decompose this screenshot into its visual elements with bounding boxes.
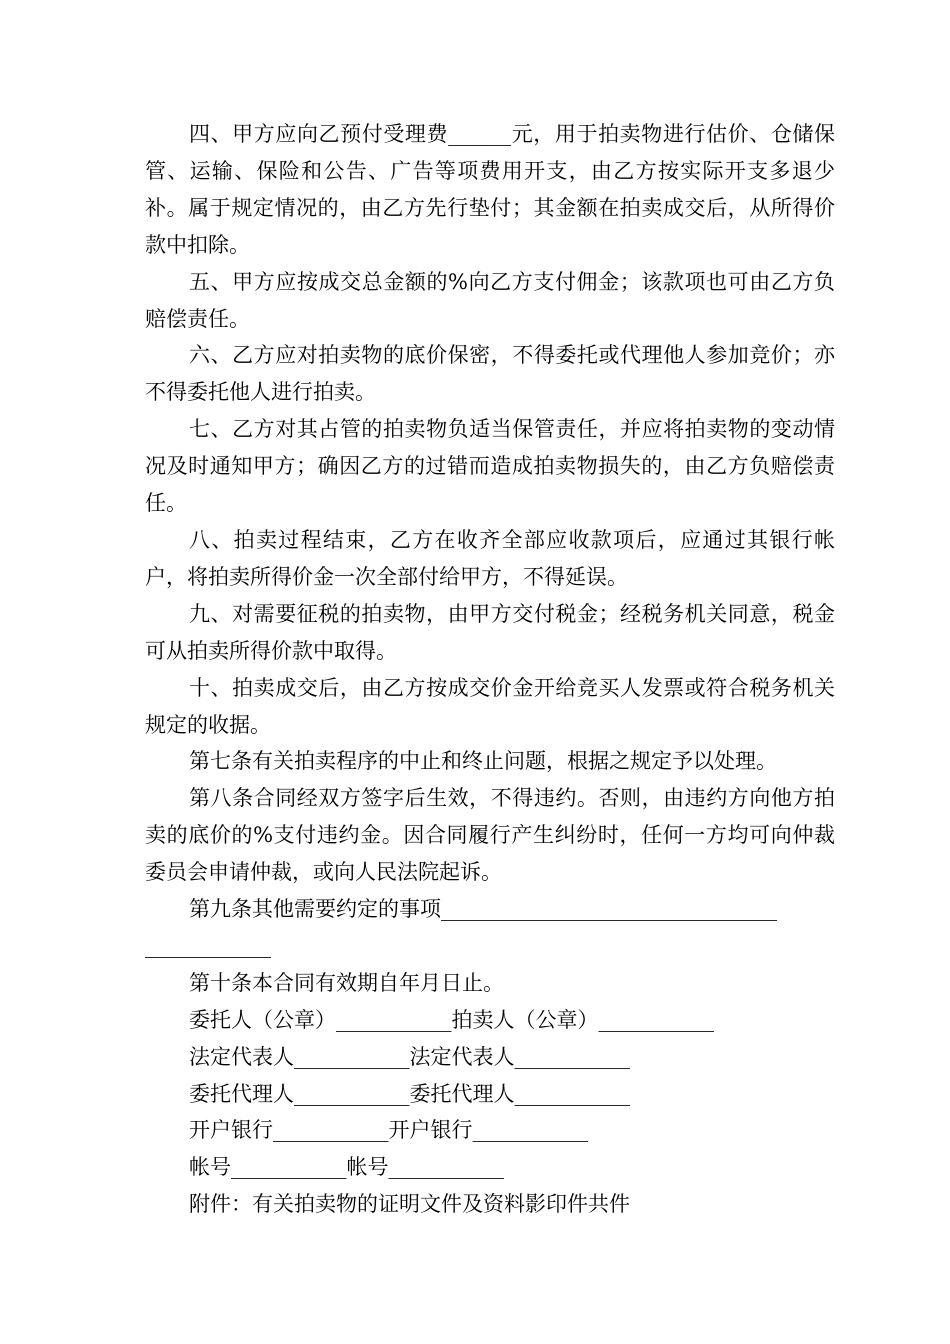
article-9-blank-continuation: ____________ xyxy=(145,933,271,958)
clause-10: 十、拍卖成交后，由乙方按成交价金开给竞买人发票或符合税务机关规定的收据。 xyxy=(145,675,835,737)
signature-bank: 开户银行___________开户银行___________ xyxy=(189,1118,588,1143)
clause-9: 九、对需要征税的拍卖物，由甲方交付税金；经税务机关同意，税金可从拍卖所得价款中取得。 xyxy=(145,601,835,663)
signature-principal-auctioneer: 委托人（公章）___________拍卖人（公章）___________ xyxy=(189,1007,714,1032)
clause-8: 八、拍卖过程结束，乙方在收齐全部应收款项后，应通过其银行帐户，将拍卖所得价金一次全部付给甲方，不得延误。 xyxy=(145,527,835,589)
article-7: 第七条有关拍卖程序的中止和终止问题，根据之规定予以处理。 xyxy=(189,749,777,774)
clause-5: 五、甲方应按成交总金额的%向乙方支付佣金；该款项也可由乙方负赔偿责任。 xyxy=(145,269,835,331)
clause-4: 四、甲方应向乙预付受理费______元，用于拍卖物进行估价、仓储保管、运输、保险和公告、广告等项费用开支，由乙方按实际开支多退少补。属于规定情况的，由乙方先行垫付；其金额在拍卖成交后，从所得价款中扣除。 xyxy=(145,122,835,257)
article-8: 第八条合同经双方签字后生效，不得违约。否则，由违约方向他方拍卖的底价的%支付违约金。因合同履行产生纠纷时，任何一方均可向仲裁委员会申请仲裁，或向人民法院起诉。 xyxy=(145,786,835,885)
article-9: 第九条其他需要约定的事项________________________________ xyxy=(189,897,777,922)
signature-legal-representative: 法定代表人___________法定代表人___________ xyxy=(189,1044,630,1069)
document-body xyxy=(145,116,835,1223)
signature-account: 帐号___________帐号___________ xyxy=(189,1155,504,1180)
article-10: 第十条本合同有效期自年月日止。 xyxy=(189,970,504,995)
clause-7: 七、乙方对其占管的拍卖物负适当保管责任，并应将拍卖物的变动情况及时通知甲方；确因乙方的过错而造成拍卖物损失的，由乙方负赔偿责任。 xyxy=(145,417,835,516)
clause-6: 六、乙方应对拍卖物的底价保密，不得委托或代理他人参加竞价；亦不得委托他人进行拍卖。 xyxy=(145,343,835,405)
signature-agent: 委托代理人___________委托代理人___________ xyxy=(189,1081,630,1106)
attachment-note: 附件：有关拍卖物的证明文件及资料影印件共件 xyxy=(189,1192,630,1217)
